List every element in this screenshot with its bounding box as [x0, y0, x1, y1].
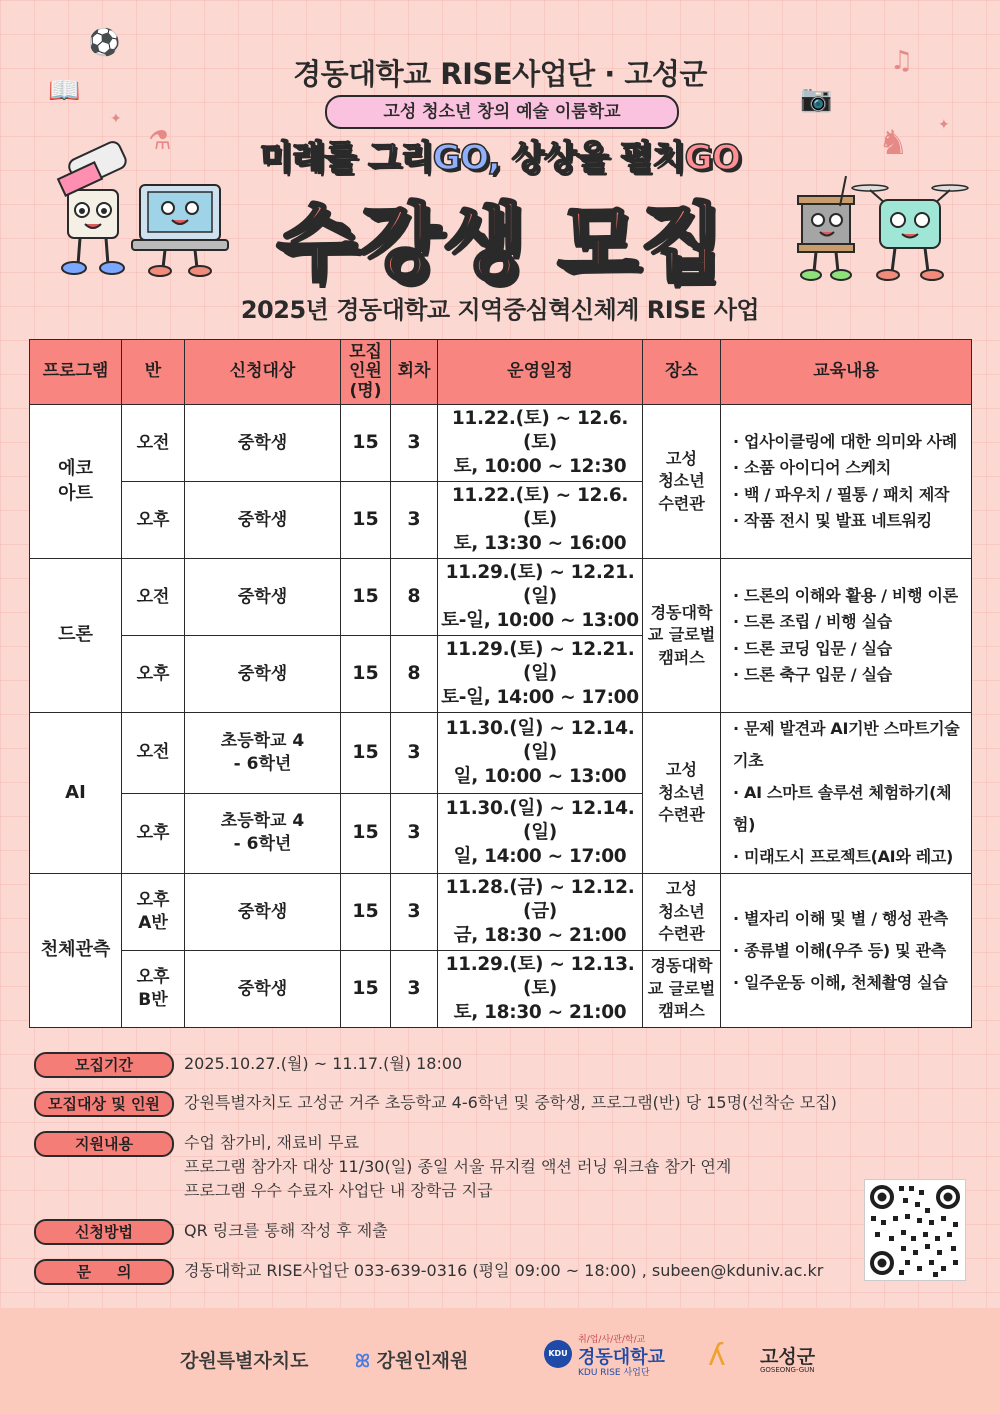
table-row	[30, 405, 972, 482]
camera-icon: 📷	[800, 84, 833, 114]
schedule-dates: 11.22.(토) ~ 12.6.(토)	[451, 484, 629, 530]
schedule-cell	[438, 793, 643, 874]
target-cell: 초등학교 4 - 6학년	[185, 793, 341, 874]
header-place: 장소	[643, 340, 721, 405]
schedule-cell	[438, 713, 643, 794]
content-item: · 작품 전시 및 발표 네트워킹	[733, 510, 932, 530]
schedule-dates: 11.29.(토) ~ 12.21.(일)	[445, 561, 635, 607]
schedule-dates: 11.28.(금) ~ 12.12.(금)	[445, 876, 635, 922]
content-cell	[721, 405, 972, 559]
table-row	[30, 559, 972, 636]
info-label: 신청방법	[34, 1219, 174, 1245]
target-cell: 중학생	[185, 951, 341, 1028]
sparkle-icon: ✦	[110, 111, 122, 127]
content-item: · 종류별 이해(우주 등) 및 관측	[733, 940, 946, 960]
schedule-cell	[438, 405, 643, 482]
target-cell: 중학생	[185, 405, 341, 482]
schedule-time: 금, 18:30 ~ 21:00	[453, 925, 627, 947]
target-cell: 중학생	[185, 559, 341, 636]
info-value: QR 링크를 통해 작성 후 제출	[184, 1221, 388, 1240]
school-name-badge: 고성 청소년 창의 예술 이룸학교	[325, 95, 679, 129]
class-cell: 오후 A반	[122, 874, 185, 951]
info-value: 경동대학교 RISE사업단 033-639-0316 (평일 09:00 ~ 18:00) , subeen@kduniv.ac.kr	[184, 1261, 824, 1280]
content-item: · 백 / 파우치 / 필통 / 패치 제작	[733, 484, 950, 504]
schedule-cell	[438, 874, 643, 951]
header-target: 신청대상	[185, 340, 341, 405]
schedule-table	[29, 339, 972, 1028]
target-cell: 중학생	[185, 482, 341, 559]
header-sessions: 회차	[391, 340, 438, 405]
schedule-dates: 11.30.(일) ~ 12.14.(일)	[445, 717, 635, 763]
program-name: 드론	[30, 559, 122, 713]
target-cell: 중학생	[185, 636, 341, 713]
slogan	[0, 126, 1000, 179]
kdu-sub: KDU RISE 사업단	[578, 1368, 650, 1378]
sessions-cell: 3	[391, 951, 438, 1028]
info-label: 지원내용	[34, 1131, 174, 1157]
place-cell: 고성 청소년 수련관	[643, 405, 721, 559]
header-program: 프로그램	[30, 340, 122, 405]
header-capacity: 모집 인원 (명)	[341, 340, 391, 405]
header-schedule: 운영일정	[438, 340, 643, 405]
schedule-dates: 11.29.(토) ~ 12.13.(토)	[445, 953, 635, 999]
content-item: · 드론의 이해와 활용 / 비행 이론	[733, 585, 958, 605]
capacity-cell: 15	[341, 405, 391, 482]
content-cell	[721, 559, 972, 713]
telescope-character-icon	[30, 140, 140, 280]
sessions-cell: 3	[391, 874, 438, 951]
header-class: 반	[122, 340, 185, 405]
slogan-part1: 미래를 그리GO,	[259, 138, 501, 178]
program-name: 천체관측	[30, 874, 122, 1028]
logo-gangwon-talent	[355, 1346, 468, 1373]
place-cell: 경동대학교 글로벌 캠퍼스	[643, 559, 721, 713]
kdu-badge-icon: KDU	[544, 1340, 572, 1368]
schedule-time: 토, 10:00 ~ 12:30	[453, 456, 627, 478]
program-name: AI	[30, 713, 122, 874]
content-item: · 드론 조립 / 비행 실습	[733, 612, 892, 632]
content-cell	[721, 874, 972, 1028]
target-cell: 중학생	[185, 874, 341, 951]
support-item: 수업 참가비, 재료비 무료	[184, 1133, 359, 1152]
table-header-row	[30, 340, 972, 405]
info-value: 2025.10.27.(월) ~ 11.17.(월) 18:00	[184, 1054, 463, 1073]
talent-icon: ꕤ	[355, 1351, 370, 1372]
music-note-icon: ♫	[890, 46, 914, 76]
schedule-dates: 11.22.(토) ~ 12.6.(토)	[451, 407, 629, 453]
flask-icon: ⚗	[148, 126, 172, 156]
class-cell: 오후	[122, 636, 185, 713]
kdu-name: 경동대학교	[578, 1347, 665, 1368]
content-item: · 문제 발견과 AI기반 스마트기술 기초	[733, 719, 960, 770]
class-cell: 오후 B반	[122, 951, 185, 1028]
header-content: 교육내용	[721, 340, 972, 405]
content-item: · 미래도시 프로젝트(AI와 레고)	[733, 847, 954, 866]
info-label: 문 의	[34, 1259, 174, 1285]
sessions-cell: 8	[391, 559, 438, 636]
info-label: 모집대상 및 인원	[34, 1091, 174, 1117]
class-cell: 오후	[122, 482, 185, 559]
schedule-cell	[438, 482, 643, 559]
subheadline: 2025년 경동대학교 지역중심혁신체계 RISE 사업	[240, 296, 760, 324]
content-item: · 업사이클링에 대한 의미와 사례	[733, 431, 957, 451]
class-cell: 오전	[122, 405, 185, 482]
class-cell: 오전	[122, 559, 185, 636]
table-row	[30, 874, 972, 951]
support-item: 프로그램 참가자 대상 11/30(일) 종일 서울 뮤지컬 액션 러닝 워크숍 참가 연계	[184, 1157, 732, 1176]
goseong-name: 고성군	[760, 1346, 816, 1368]
headline: 수강생 모집	[276, 194, 724, 292]
logo-gangwon-talent-text: 강원인재원	[376, 1350, 469, 1372]
sessions-cell: 3	[391, 713, 438, 794]
capacity-cell: 15	[341, 636, 391, 713]
capacity-cell: 15	[341, 951, 391, 1028]
content-item: · AI 스마트 솔루션 체험하기(체험)	[733, 783, 952, 834]
capacity-cell: 15	[341, 874, 391, 951]
content-cell	[721, 713, 972, 874]
chess-knight-icon: ♞	[878, 123, 909, 163]
sessions-cell: 8	[391, 636, 438, 713]
schedule-time: 토-일, 14:00 ~ 17:00	[441, 687, 639, 709]
sessions-cell: 3	[391, 482, 438, 559]
content-item: · 소품 아이디어 스케치	[733, 458, 891, 478]
capacity-cell: 15	[341, 713, 391, 794]
schedule-time: 토-일, 10:00 ~ 13:00	[441, 610, 639, 632]
target-cell: 초등학교 4 - 6학년	[185, 713, 341, 794]
book-icon: 📖	[48, 76, 81, 106]
soccer-ball-icon: ⚽	[88, 28, 121, 58]
schedule-time: 토, 13:30 ~ 16:00	[453, 533, 627, 555]
content-item: · 드론 코딩 입문 / 실습	[733, 638, 892, 658]
schedule-cell	[438, 951, 643, 1028]
schedule-dates: 11.30.(일) ~ 12.14.(일)	[445, 798, 635, 844]
capacity-cell: 15	[341, 482, 391, 559]
content-item: · 일주운동 이해, 천체촬영 실습	[733, 972, 948, 992]
goseong-emblem-icon: ʎ	[708, 1338, 726, 1373]
table-row	[30, 713, 972, 794]
qr-code[interactable]	[864, 1179, 966, 1281]
place-cell: 고성 청소년 수련관	[643, 874, 721, 951]
schedule-time: 토, 18:30 ~ 21:00	[453, 1002, 627, 1024]
goseong-sub: GOSEONG-GUN	[760, 1366, 815, 1374]
support-item: 프로그램 우수 수료자 사업단 내 장학금 지급	[184, 1181, 493, 1200]
sessions-cell: 3	[391, 793, 438, 874]
schedule-time: 일, 10:00 ~ 13:00	[453, 765, 627, 787]
place-cell: 경동대학교 글로벌 캠퍼스	[643, 951, 721, 1028]
schedule-cell	[438, 636, 643, 713]
logo-gangwon-text: 강원특별자치도	[180, 1350, 309, 1372]
content-item: · 별자리 이해 및 별 / 행성 관측	[733, 908, 948, 928]
schedule-cell	[438, 559, 643, 636]
sparkle-icon: ✦	[938, 117, 950, 133]
class-cell: 오후	[122, 793, 185, 874]
info-value: 강원특별자치도 고성군 거주 초등학교 4-6학년 및 중학생, 프로그램(반) 당 15명(선착순 모집)	[184, 1093, 837, 1112]
laptop-character-icon	[130, 180, 230, 280]
organizer-title: 경동대학교 RISE사업단 · 고성군	[293, 57, 707, 91]
drone-character-icon	[850, 180, 970, 282]
schedule-dates: 11.29.(토) ~ 12.21.(일)	[445, 638, 635, 684]
sessions-cell: 3	[391, 405, 438, 482]
class-cell: 오전	[122, 713, 185, 794]
place-cell: 고성 청소년 수련관	[643, 713, 721, 874]
slogan-part2: 상상을 펼치GO	[511, 138, 741, 178]
footer	[0, 1308, 1000, 1414]
kdu-tagline: 취/업/사/관/학/교	[578, 1335, 646, 1345]
info-label: 모집기간	[34, 1052, 174, 1078]
info-value	[184, 1131, 731, 1203]
logo-gangwon	[180, 1346, 308, 1373]
capacity-cell: 15	[341, 793, 391, 874]
program-name: 에코 아트	[30, 405, 122, 559]
schedule-time: 일, 14:00 ~ 17:00	[453, 846, 627, 868]
capacity-cell: 15	[341, 559, 391, 636]
content-item: · 드론 축구 입문 / 실습	[733, 664, 892, 684]
